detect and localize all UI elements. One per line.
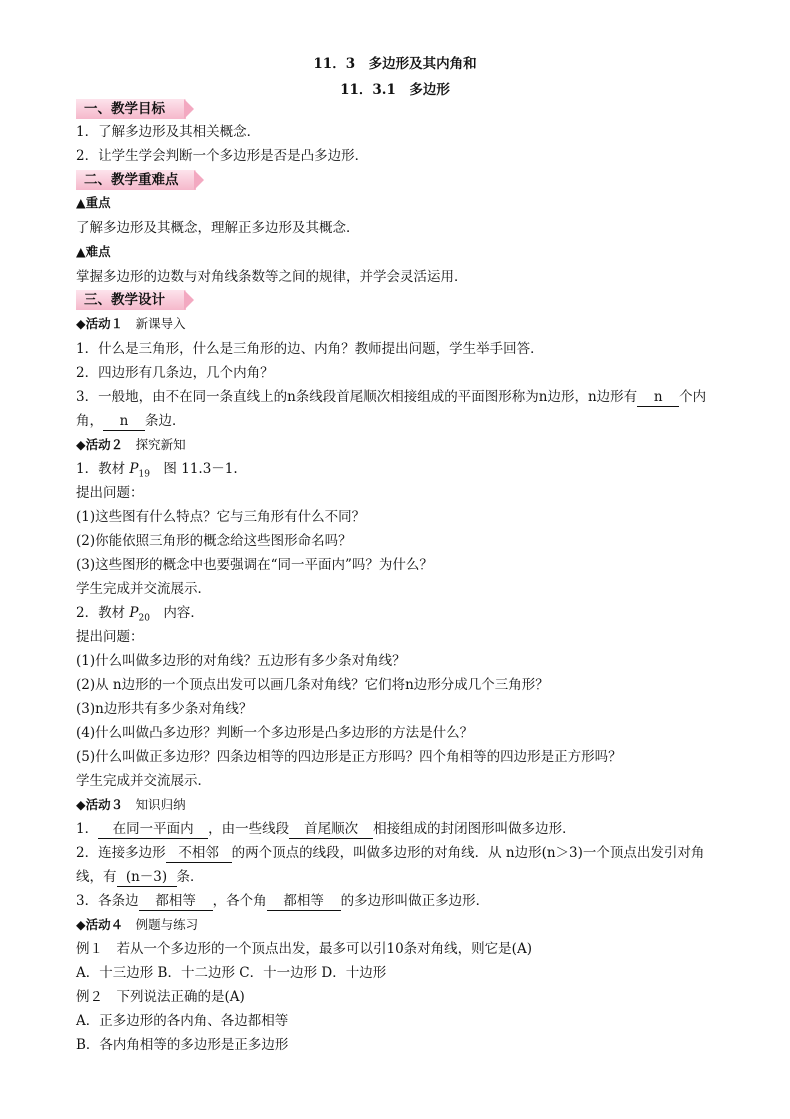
- page-title: 11．3 多边形及其内角和: [313, 56, 477, 72]
- example-options: A．十三边形 B．十二边形 C．十一边形 D．十边形: [76, 965, 387, 981]
- text-segment: 的两个顶点的线段，叫做多边形的对角线．从 n边形(n＞3)一个顶点出发引对角: [231, 845, 705, 861]
- activity-1-heading: [76, 313, 750, 335]
- answer-blank: (n－3): [117, 868, 177, 887]
- question-item: (2)你能依照三角形的概念给这些图形命名吗？: [76, 533, 352, 549]
- question-item: (1)这些图有什么特点？它与三角形有什么不同？: [76, 509, 366, 525]
- text-segment: ，由一些线段: [208, 821, 290, 837]
- activity-1-question-cont: [76, 410, 750, 432]
- goal-item: 2．让学生学会判断一个多边形是否是凸多边形．: [76, 148, 369, 164]
- page-number: 20: [138, 613, 150, 624]
- activity-title: 新课导入: [135, 316, 186, 331]
- section-label: 三、教学设计: [84, 292, 165, 308]
- activity-label: ◆活动３: [76, 797, 124, 812]
- key-point-heading: ▲重点: [76, 195, 111, 210]
- prompt-label: 提出问题：: [76, 629, 144, 645]
- section-label: 一、教学目标: [84, 101, 165, 117]
- answer-blank: 都相等: [267, 892, 341, 911]
- text-segment: 2．连接多边形: [76, 845, 166, 861]
- activity-1-question: 2．四边形有几条边，几个内角？: [76, 365, 274, 381]
- activity-1-question: 1．什么是三角形，什么是三角形的边、内角？教师提出问题，学生举手回答．: [76, 341, 544, 357]
- student-note: 学生完成并交流展示．: [76, 581, 211, 597]
- question-item: (5)什么叫做正多边形？四条边相等的四边形是正方形吗？四个角相等的四边形是正方形吗？: [76, 749, 622, 765]
- activity-3-heading: [76, 794, 750, 816]
- activity-4-heading: [76, 914, 750, 936]
- goal-item: 1．了解多边形及其相关概念．: [76, 124, 261, 140]
- question-item: (3)这些图形的概念中也要强调在“同一平面内”吗？为什么？: [76, 557, 433, 573]
- text-segment: 条边．: [145, 413, 186, 429]
- answer-blank: n: [637, 388, 679, 407]
- example-option: A．正多边形的各内角、各边都相等: [76, 1013, 289, 1029]
- summary-item-cont: [76, 866, 750, 888]
- text-segment: 角，: [76, 413, 103, 429]
- question-item: (4)什么叫做凸多边形？判断一个多边形是凸多边形的方法是什么？: [76, 725, 474, 741]
- page-letter: P: [129, 461, 139, 477]
- difficulty-text: 掌握多边形的边数与对角线条数等之间的规律，并学会灵活运用．: [76, 269, 468, 285]
- activity-label: ◆活动２: [76, 437, 124, 452]
- key-point-text: 了解多边形及其概念，理解正多边形及其概念．: [76, 220, 360, 236]
- text-segment: ，各个角: [212, 893, 267, 909]
- answer-blank: 都相等: [139, 892, 213, 911]
- question-item: (1)什么叫做多边形的对角线？五边形有多少条对角线？: [76, 653, 406, 669]
- page-letter: P: [129, 605, 139, 621]
- text-segment: 条．: [176, 869, 204, 885]
- activity-label: ◆活动４: [76, 917, 124, 932]
- text-segment: 个内: [679, 389, 707, 405]
- page-number: 19: [138, 469, 150, 480]
- text-segment: 的多边形叫做正多边形．: [340, 893, 490, 909]
- example-question: 例１ 若从一个多边形的一个顶点出发，最多可以引10条对角线，则它是(A): [76, 941, 532, 957]
- summary-item: [76, 890, 750, 912]
- activity-1-question: [76, 386, 750, 408]
- activity-label: ◆活动１: [76, 316, 124, 331]
- activity-title: 例题与练习: [135, 917, 199, 932]
- text-segment: 线，有: [76, 869, 117, 885]
- page-subtitle: 11．3.1 多边形: [340, 82, 450, 98]
- section-banner-goals: [76, 99, 198, 119]
- text-segment: 3．一般地，由不在同一条直线上的n条线段首尾顺次相接组成的平面图形称为n边形，n边形有: [76, 389, 638, 405]
- activity-2-heading: [76, 434, 750, 456]
- text-segment: 1．: [76, 821, 99, 837]
- answer-blank: 首尾顺次: [289, 820, 373, 839]
- example-question: 例２ 下列说法正确的是(A): [76, 989, 245, 1005]
- activity-title: 探究新知: [135, 437, 186, 452]
- answer-blank: 在同一平面内: [98, 820, 208, 839]
- text-segment: 1．教材: [76, 461, 130, 477]
- activity-title: 知识归纳: [135, 797, 186, 812]
- difficulty-heading: ▲难点: [76, 244, 111, 259]
- prompt-label: 提出问题：: [76, 485, 144, 501]
- section-label: 二、教学重难点: [84, 172, 179, 188]
- section-banner-design: [76, 290, 198, 310]
- answer-blank: n: [103, 412, 145, 431]
- question-item: (3)n边形共有多少条对角线？: [76, 701, 253, 717]
- question-item: (2)从 n边形的一个顶点出发可以画几条对角线？它们将n边形分成几个三角形？: [76, 677, 549, 693]
- summary-item: [76, 818, 750, 840]
- student-note: 学生完成并交流展示．: [76, 773, 211, 789]
- text-segment: 2．教材: [76, 605, 130, 621]
- text-segment: 内容．: [149, 605, 204, 621]
- text-segment: 图 11.3－1.: [149, 461, 238, 477]
- answer-blank: 不相邻: [166, 844, 232, 863]
- text-segment: 相接组成的封闭图形叫做多边形．: [373, 821, 576, 837]
- example-option: B．各内角相等的多边形是正多边形: [76, 1037, 289, 1053]
- section-banner-keypoints: [76, 170, 198, 190]
- summary-item: [76, 842, 750, 864]
- text-segment: 3．各条边: [76, 893, 139, 909]
